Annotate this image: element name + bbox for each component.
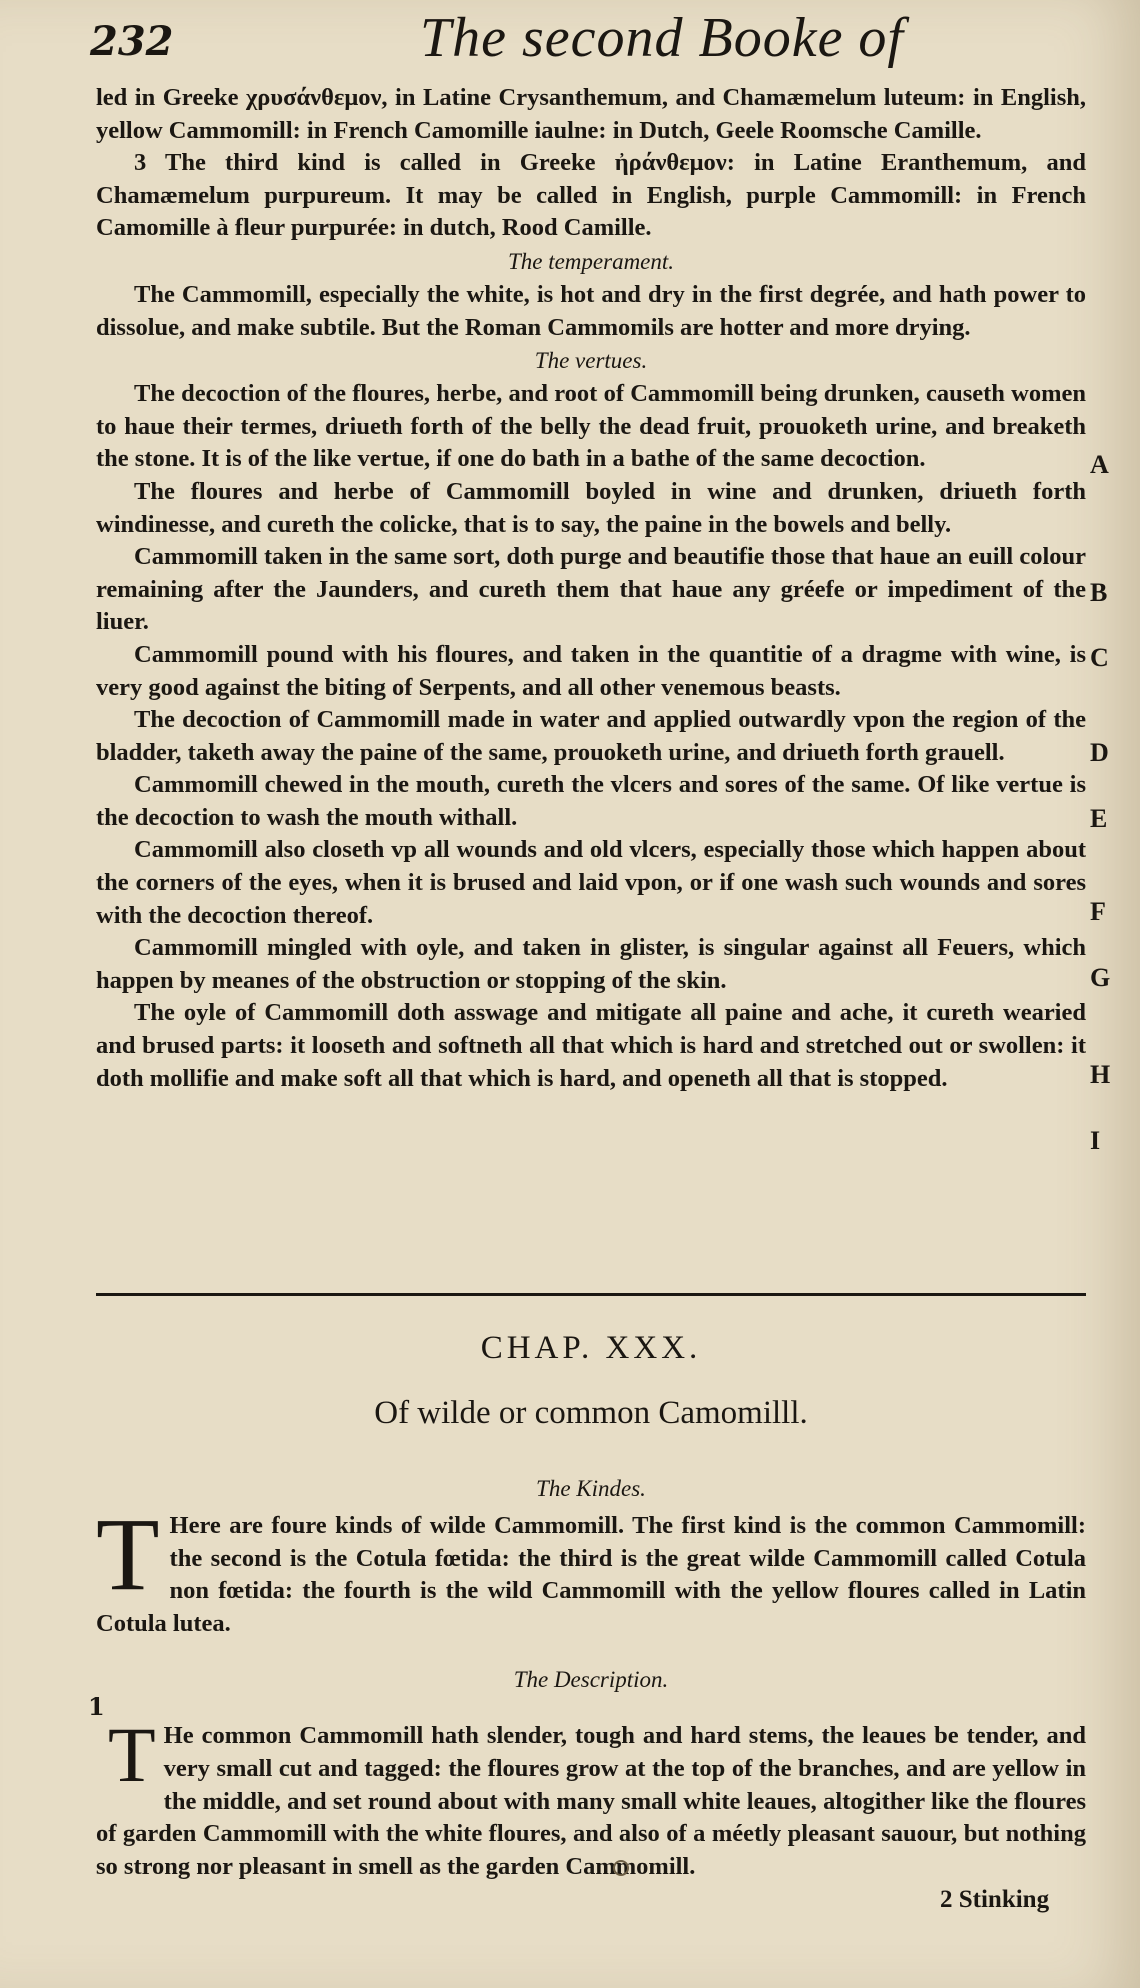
margin-letter: H xyxy=(1090,1060,1111,1089)
section-rule xyxy=(96,1293,1086,1296)
margin-letter: E xyxy=(1090,804,1108,833)
margin-letter: C xyxy=(1090,643,1109,672)
description-heading: The Description. xyxy=(513,1667,669,1693)
kinds-text: Here are foure kinds of wilde Cammomill. The first kind is the common Cammomill: the second is the Cotula fœtida: the third is the great wilde Cammomill called Cotula non fœtida: the fourth is the wild Cammomill with the yellow floures called in Latin Cotula lutea. xyxy=(96,1512,1086,1637)
vertue-paragraph: Cammomill chewed in the mouth, cureth the vlcers and sores of the same. Of like vertue is the decoction to wash the mouth withall. xyxy=(96,771,1086,831)
vertue-paragraph: Cammomill taken in the same sort, doth purge and beautifie those that haue an euill colour remaining after the Jaunders, and cureth them that haue any gréefe or impediment of the liuer. xyxy=(96,543,1086,636)
description-text: He common Cammomill hath slender, tough and hard stems, the leaues be tender, and very small cut and tagged: the floures grow at the top of the branches, and are yellow in the middle, and set round about with many small white leaues, altogither like the floures of garden Cammomill with the white floures, and also of a méetly pleasant sauour, but nothing so strong nor pleasant in smell as the garden Cammomill. xyxy=(96,1722,1086,1880)
vertue-paragraph: The decoction of the floures, herbe, and root of Cammomill being drunken, causeth women to haue their termes, driueth forth of the belly the dead fruit, prouoketh urine, and breaketh the stone. It is of the like vertue, if one do bath in a bathe of the same decoction. xyxy=(96,380,1086,473)
description-marker: 1 xyxy=(88,1692,105,1721)
margin-letter: F xyxy=(1090,897,1106,926)
ornament-icon xyxy=(613,1860,629,1876)
chapter-title: Of wilde or common Camomilll. xyxy=(374,1395,808,1431)
kinds-heading: The Kindes. xyxy=(536,1476,646,1501)
lower-text-block xyxy=(96,1497,1086,1883)
vertue-paragraph: Cammomill also closeth vp all wounds and old vlcers, especially those which happen about the corners of the eyes, when it is brused and laid vpon, or if one wash such wounds and sores with the decoction thereof. xyxy=(96,836,1086,929)
page-number: 232 xyxy=(90,18,174,65)
temperament-heading: The temperament. xyxy=(507,248,675,274)
page-header xyxy=(70,0,1070,78)
continued-paragraph: led in Greeke χρυσάνθεμον, in Latine Crysanthemum, and Chamæmelum luteum: in English, yellow Cammomill: in French Camomille iaulne: in Dutch, Geele Roomsche Camille. xyxy=(96,84,1086,144)
margin-letter: I xyxy=(1090,1126,1101,1155)
upper-text-block xyxy=(96,82,1086,1095)
vertue-paragraph: The decoction of Cammomill made in water and applied outwardly vpon the region of the bladder, taketh away the paine of the same, prouoketh urine, and driueth forth grauell. xyxy=(96,706,1086,766)
running-head: The second Booke of xyxy=(420,7,904,69)
kinds-paragraph xyxy=(96,1497,1086,1640)
chapter-number: CHAP. XXX. xyxy=(480,1330,702,1366)
vertues-heading: The vertues. xyxy=(534,348,648,374)
vertue-paragraph: The floures and herbe of Cammomill boyled in wine and drunken, driueth forth windinesse, and cureth the colicke, that is to say, the paine in the bowels and belly. xyxy=(96,477,1086,538)
temperament-paragraph: The Cammomill, especially the white, is hot and dry in the first degrée, and hath power to dissolue, and make subtile. But the Roman Cammomils are hotter and more drying. xyxy=(96,280,1086,341)
vertue-paragraph: Cammomill mingled with oyle, and taken in glister, is singular against all Feuers, which happen by meanes of the obstruction or stopping of the skin. xyxy=(96,934,1086,994)
drop-cap: T xyxy=(108,1711,156,1799)
margin-letter: G xyxy=(1090,963,1111,992)
third-kind-paragraph: 3 The third kind is called in Greeke ἠράνθεμον: in Latine Eranthemum, and Chamæmelum purpureum. It may be called in English, purple Cammomill: in French Camomille à fleur purpurée: in dutch, Rood Camille. xyxy=(96,149,1086,242)
vertue-paragraph: The oyle of Cammomill doth asswage and mitigate all paine and ache, it cureth wearied and brused parts: it looseth and softneth all that which is hard and stretched out or swollen: it doth mollifie and make soft all that which is hard, and openeth all that is stopped. xyxy=(96,999,1086,1092)
margin-letter: A xyxy=(1090,450,1109,479)
vertue-paragraph: Cammomill pound with his floures, and taken in the quantitie of a dragme with wine, is very good against the biting of Serpents, and all other venemous beasts. xyxy=(96,640,1086,701)
description-paragraph xyxy=(96,1711,1086,1883)
drop-cap: T xyxy=(96,1497,160,1612)
catchword: 2 Stinking xyxy=(940,1886,1050,1913)
margin-letter: D xyxy=(1090,738,1109,767)
margin-letter: B xyxy=(1090,578,1108,607)
